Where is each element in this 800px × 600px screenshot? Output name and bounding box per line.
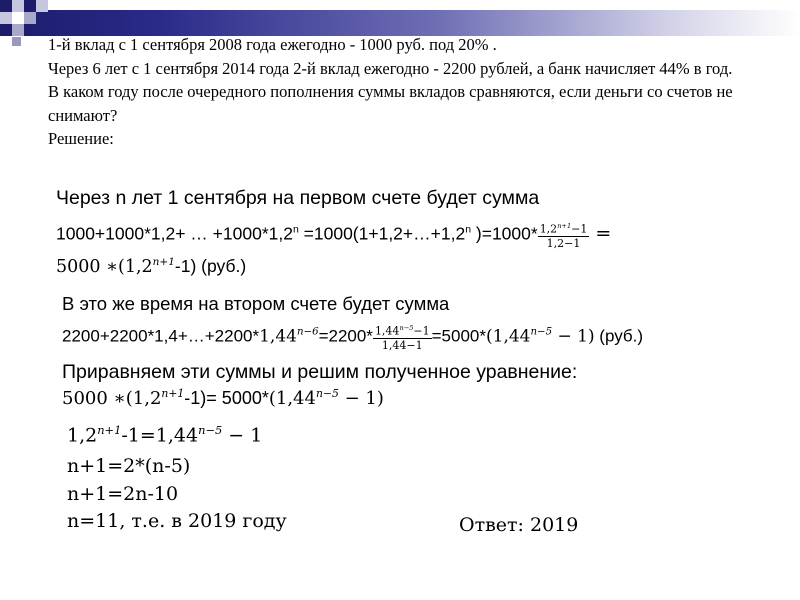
exponent: n−6	[296, 326, 319, 338]
formula-part: (1,44	[268, 388, 316, 409]
formula-part: 5000 ∗	[62, 388, 126, 409]
frac-num: 1,44	[374, 324, 400, 338]
equation-main	[62, 387, 384, 409]
formula-part: -1) (руб.)	[174, 256, 247, 276]
frac-num: −1	[571, 222, 588, 236]
formula-part: (1,2	[118, 257, 153, 277]
corner-square	[12, 0, 24, 12]
formula-part: -1=1,44	[121, 424, 199, 447]
formula-sum-1	[56, 220, 611, 250]
formula-part: 1,44	[259, 326, 297, 347]
frac-den: 1,2−1	[546, 236, 581, 250]
frac-num: 1,2	[539, 222, 558, 236]
intro-line: В каком году после очередного пополнения суммы вкладов сравняются, если деньги со счетов не снимают?	[48, 82, 733, 125]
formula-part: (руб.)	[594, 326, 644, 346]
formula-sum-2	[62, 322, 643, 352]
frac-den: 1,44−1	[381, 338, 423, 352]
formula-part: − 1)	[338, 388, 384, 409]
step-2: n+1=2*(n-5)	[67, 455, 191, 477]
corner-square	[12, 12, 24, 24]
problem-statement	[48, 33, 748, 151]
formula-result-1	[56, 256, 246, 277]
formula-part: (1,2	[125, 388, 162, 409]
step-3: n+1=2n-10	[67, 483, 179, 505]
formula-part: -1)= 5000*	[184, 388, 269, 408]
corner-square	[0, 12, 12, 24]
corner-square	[24, 12, 36, 24]
answer: Ответ: 2019	[459, 514, 579, 536]
exponent: n	[292, 223, 299, 236]
exponent: n	[465, 223, 472, 236]
corner-square	[24, 0, 36, 12]
corner-square	[0, 0, 12, 12]
step-4: n=11, т.е. в 2019 году	[67, 510, 287, 532]
exponent: n−5	[315, 387, 339, 400]
step-1	[67, 423, 262, 446]
exponent: n−5	[399, 324, 414, 332]
intro-line: Через 6 лет с 1 сентября 2014 года 2-й вклад ежегодно - 2200 рублей, а банк начисляет 44% в год.	[48, 58, 733, 78]
formula-part: 5000 ∗	[56, 257, 118, 277]
exponent: n+1	[557, 222, 572, 230]
bullet-square	[12, 37, 21, 46]
solution-heading-2: В это же время на втором счете будет сумма	[62, 293, 450, 314]
exponent: n+1	[152, 256, 175, 269]
exponent: n+1	[161, 387, 185, 400]
equals-sign: =	[589, 222, 612, 245]
formula-part: (1,44	[486, 326, 531, 347]
exponent: n+1	[97, 423, 122, 437]
exponent: n−5	[530, 326, 553, 338]
solution-heading-3: Приравняем эти суммы и решим полученное уравнение:	[62, 361, 578, 383]
frac-num: −1	[413, 324, 430, 338]
corner-square	[36, 0, 48, 12]
formula-part: − 1	[222, 424, 263, 447]
formula-part: − 1)	[552, 326, 595, 347]
formula-part: 1,2	[67, 424, 98, 447]
formula-part: )=1000*	[471, 223, 538, 244]
formula-part: =2200*	[318, 326, 373, 346]
fraction	[538, 220, 590, 250]
formula-part: =5000*	[431, 326, 486, 346]
formula-part: =1000(1+1,2+…+1,2	[298, 223, 466, 244]
formula-part: 2200+2200*1,4+…+2200*	[62, 326, 260, 346]
corner-square	[12, 24, 24, 36]
corner-square	[0, 24, 12, 36]
fraction	[373, 322, 432, 352]
solution-heading-1: Через n лет 1 сентября на первом счете будет сумма	[56, 187, 540, 209]
intro-line: Решение:	[48, 129, 114, 148]
intro-line: 1-й вклад с 1 сентября 2008 года ежегодно - 1000 руб. под 20% .	[48, 35, 497, 54]
formula-part: 1000+1000*1,2+ … +1000*1,2	[56, 223, 293, 244]
exponent: n−5	[198, 423, 223, 437]
